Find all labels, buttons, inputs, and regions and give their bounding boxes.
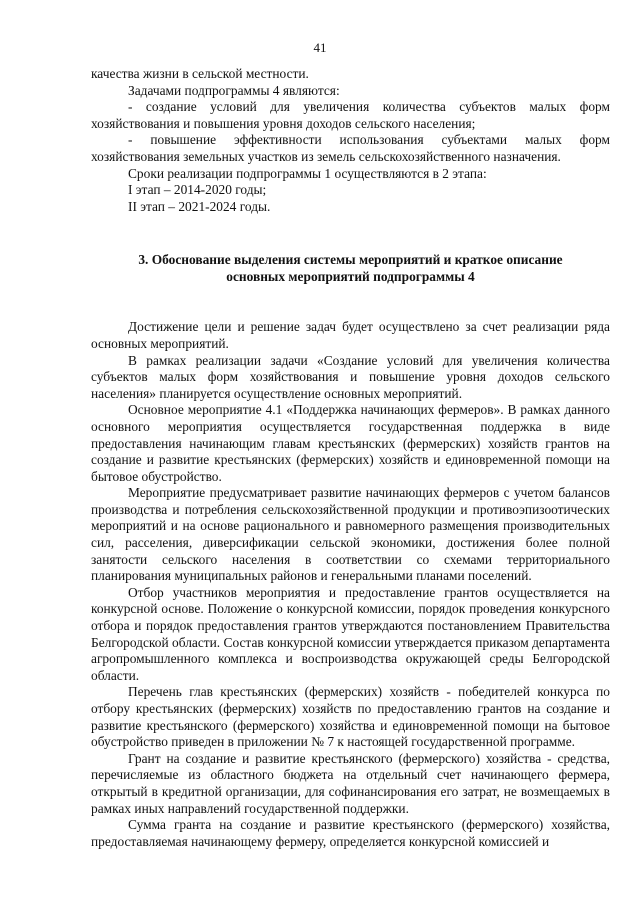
paragraph-stage-2: II этап – 2021-2024 годы. [128, 198, 271, 214]
paragraph-selection: Отбор участников мероприятия и предоставление грантов осуществляется на конкурсной основе. Положение о конкурсной комиссии, порядок проведения конкурсного отбора и порядок предоставления грантов утверждаются постановлением Правительства Белгородской области. Состав конкурсной комиссии утверждается приказом департамента агропромышленного комплекса и воспроизводства окружающей среды Белгородской области. [91, 584, 610, 683]
paragraph-task-1: - создание условий для увеличения количества субъектов малых форм хозяйствования и повышения уровня доходов сельского населения; [91, 99, 610, 131]
page-number: 41 [313, 40, 327, 55]
section-heading-line-2: основных мероприятий подпрограммы 4 [226, 269, 475, 285]
paragraph-winners-list: Перечень глав крестьянских (фермерских) хозяйств - победителей конкурса по отбору крестьянских (фермерских) хозяйств по предоставлению грантов на создание и развитие крестьянского (фермерского) хозяйства и единовременной помощи на бытовое обустройство приведен в приложении № 7 к настоящей государственной программе. [91, 684, 610, 750]
section-heading [91, 251, 610, 285]
paragraph-stage-1: I этап – 2014-2020 годы; [128, 182, 267, 198]
paragraph-task-2: - повышение эффективности использования субъектами малых форм хозяйствования земельных участков из земель сельскохозяйственного назначения. [91, 132, 610, 164]
paragraph-task-framework: В рамках реализации задачи «Создание условий для увеличения количества субъектов малых форм хозяйствования и повышение уровня доходов сельского населения» планируется осуществление основных мероприятий. [91, 352, 610, 401]
paragraph-measure-development: Мероприятие предусматривает развитие начинающих фермеров с учетом балансов производства и потребления сельскохозяйственной продукции и противоэпизоотических мероприятий и на основе рационального и равномерного размещения производительных сил, расселения, диверсификации сельской экономики, достижения более полной занятости сельского населения в соответствии со схемами территориального планирования муниципальных районов и генеральными планами поселений. [91, 485, 610, 584]
document-body [91, 66, 610, 850]
paragraph-measure-4-1: Основное мероприятие 4.1 «Поддержка начинающих фермеров». В рамках данного основного мероприятия осуществляется государственная поддержка в виде предоставления начинающим главам крестьянских (фермерских) хозяйств грантов на создание и развитие крестьянских (фермерских) хозяйств и единовременной помощи на бытовое обустройство. [91, 402, 610, 484]
paragraph-grant-amount: Сумма гранта на создание и развитие крестьянского (фермерского) хозяйства, предоставляемая начинающему фермеру, определяется конкурсной комиссией и [91, 817, 610, 849]
section-heading-line-1: 3. Обоснование выделения системы мероприятий и краткое описание [138, 252, 563, 268]
paragraph-achievement: Достижение цели и решение задач будет осуществлено за счет реализации ряда основных мероприятий. [91, 319, 610, 351]
paragraph-tasks-intro: Задачами подпрограммы 4 являются: [128, 82, 340, 98]
paragraph-quality-of-life: качества жизни в сельской местности. [91, 66, 309, 81]
paragraph-terms: Сроки реализации подпрограммы 1 осуществляются в 2 этапа: [128, 165, 487, 181]
paragraph-grant-definition: Грант на создание и развитие крестьянского (фермерского) хозяйства - средства, перечисляемые из областного бюджета на отдельный счет начинающего фермера, открытый в кредитной организации, для софинансирования его затрат, не возмещаемых в рамках иных направлений государственной поддержки. [91, 750, 610, 816]
